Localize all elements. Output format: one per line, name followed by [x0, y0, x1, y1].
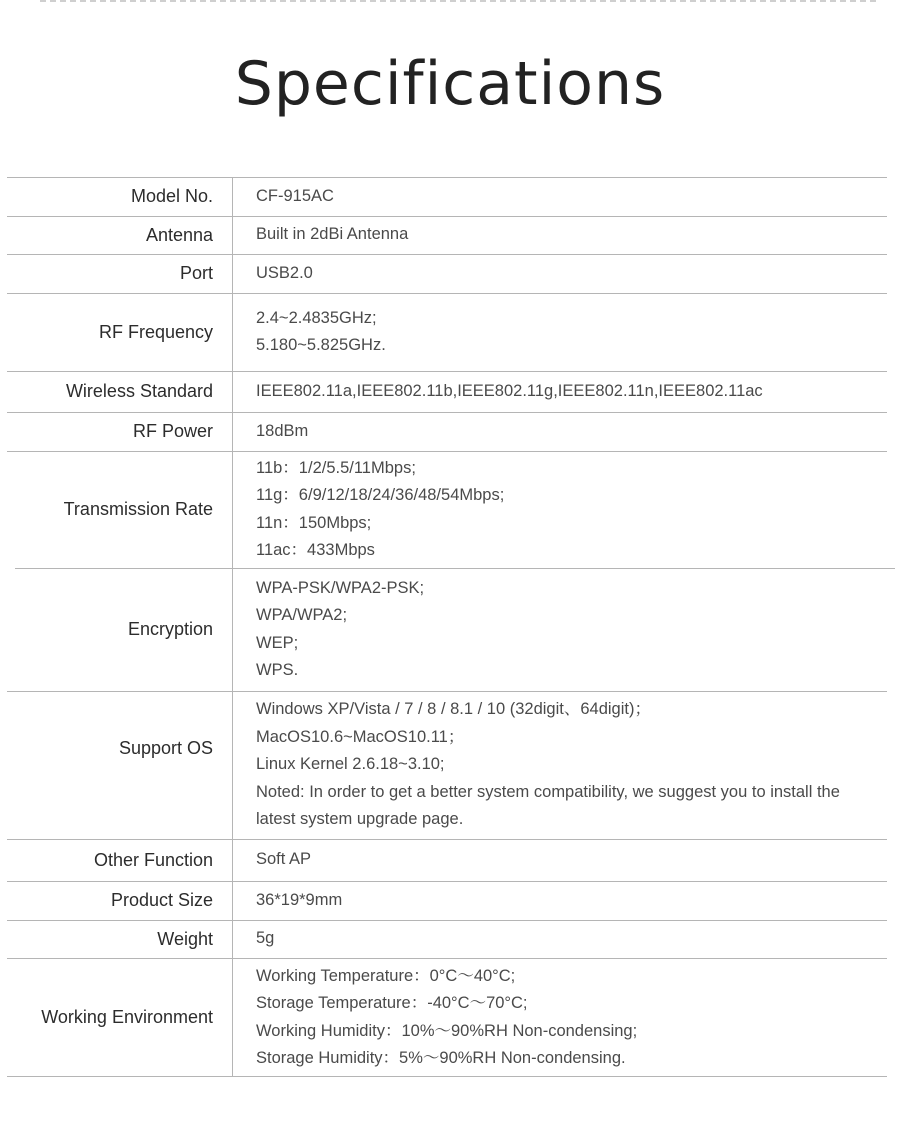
spec-label: RF Frequency — [98, 321, 213, 342]
spec-value — [232, 254, 900, 293]
spec-row-transmission-rate — [0, 451, 900, 568]
spec-value-line: USB2.0 — [256, 263, 313, 282]
spec-value — [232, 371, 900, 412]
spec-value-line: Windows XP/Vista / 7 / 8 / 8.1 / 10 (32digit、64digit)； — [256, 700, 651, 719]
spec-value-line: Linux Kernel 2.6.18~3.10; — [256, 755, 445, 774]
spec-value-line: WPA-PSK/WPA2-PSK; — [256, 578, 425, 597]
spec-row-working-environment — [0, 958, 900, 1077]
spec-value-line: 5.180~5.825GHz. — [256, 336, 386, 354]
spec-label: Product Size — [110, 890, 213, 910]
spec-label: Working Environment — [41, 1007, 213, 1027]
spec-value — [232, 293, 900, 371]
spec-value-line: IEEE802.11a,IEEE802.11b,IEEE802.11g,IEEE802.11n,IEEE802.11ac — [256, 381, 763, 400]
spec-value — [232, 839, 900, 881]
spec-row-encryption — [0, 568, 900, 691]
spec-label: Weight — [157, 928, 213, 949]
spec-row-other-function — [0, 839, 900, 881]
spec-value-line: Soft AP — [256, 850, 312, 869]
spec-label: Port — [179, 263, 213, 283]
spec-value — [232, 958, 900, 1077]
spec-row-rf-power — [0, 412, 900, 451]
spec-row-model-no — [0, 177, 900, 216]
spec-value-line: 2.4~2.4835GHz; — [256, 308, 377, 327]
spec-value-line: 11b：1/2/5.5/11Mbps; — [256, 458, 416, 477]
spec-value-line: Storage Humidity：5%～90%RH Non-condensing. — [256, 1048, 626, 1067]
spec-value-line: 18dBm — [256, 421, 309, 440]
spec-value-note: Noted: In order to get a better system compatibility, we suggest you to install the latest system upgrade page. — [256, 782, 840, 829]
spec-value-line: WPA/WPA2; — [256, 606, 348, 625]
spec-value — [232, 920, 900, 958]
spec-value — [232, 451, 900, 568]
dashed-divider — [40, 0, 876, 2]
spec-value-line: 36*19*9mm — [256, 890, 343, 909]
spec-value-line: 5g — [256, 929, 275, 948]
spec-value — [232, 568, 900, 691]
spec-label: Other Function — [93, 849, 213, 870]
spec-label: Wireless Standard — [65, 381, 213, 401]
spec-label: Model No. — [130, 186, 213, 206]
spec-value-line: MacOS10.6~MacOS10.11； — [256, 727, 465, 746]
page-title: Specifications — [234, 49, 666, 119]
spec-value-line: WPS. — [256, 660, 299, 679]
spec-value-line: CF-915AC — [256, 186, 334, 205]
spec-row-product-size — [0, 881, 900, 920]
spec-label: RF Power — [132, 421, 213, 441]
spec-table — [0, 177, 900, 1077]
spec-value — [232, 412, 900, 451]
spec-value-line: Working Humidity：10%～90%RH Non-condensing; — [256, 1021, 638, 1040]
spec-row-support-os — [0, 691, 900, 839]
spec-label: Transmission Rate — [63, 499, 213, 519]
spec-value — [232, 177, 900, 216]
spec-value-line: Storage Temperature：-40°C～70°C; — [256, 994, 528, 1013]
spec-value — [232, 881, 900, 920]
spec-label: Antenna — [145, 224, 213, 245]
spec-row-port — [0, 254, 900, 293]
spec-value — [232, 216, 900, 254]
spec-value-line: 11n：150Mbps; — [256, 513, 372, 532]
spec-row-weight — [0, 920, 900, 958]
spec-row-wireless-standard — [0, 371, 900, 412]
spec-label: Support OS — [118, 738, 213, 758]
spec-value-line: WEP; — [256, 633, 299, 652]
spec-row-antenna — [0, 216, 900, 254]
spec-value-line: 11ac：433Mbps — [256, 540, 375, 559]
spec-row-rf-frequency — [0, 293, 900, 371]
spec-label: Encryption — [127, 619, 213, 639]
spec-value-line: Built in 2dBi Antenna — [256, 225, 409, 244]
spec-value — [232, 691, 900, 839]
spec-value-line: 11g：6/9/12/18/24/36/48/54Mbps; — [256, 486, 505, 505]
spec-value-line: Working Temperature：0°C～40°C; — [256, 966, 516, 985]
